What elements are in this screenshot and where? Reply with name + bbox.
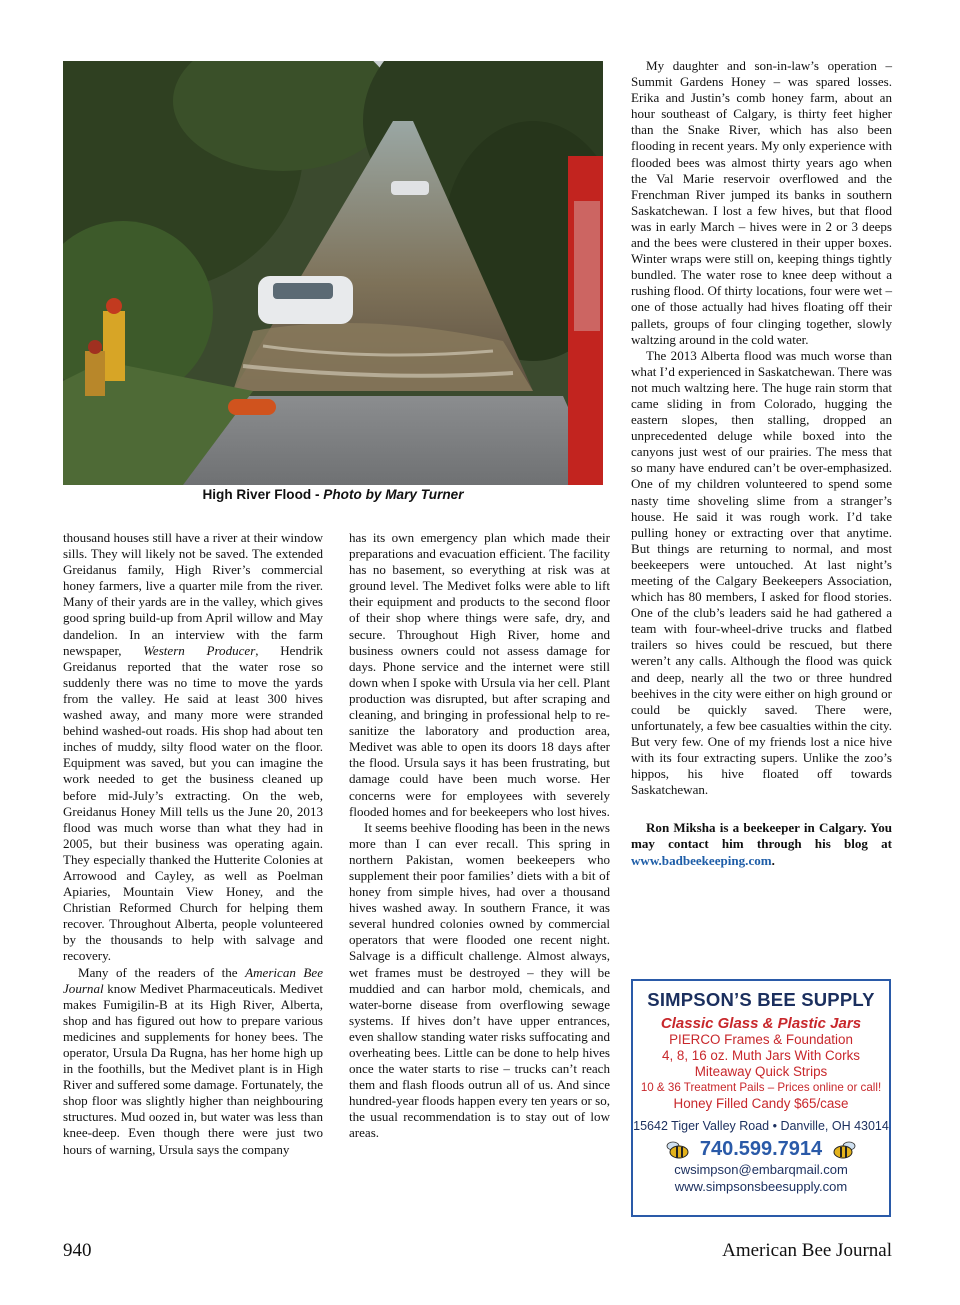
bee-icon (832, 1140, 858, 1160)
paragraph-text: know Medivet Pharmaceuticals. Medivet makes Fumigilin-B at its High River, Alberta, shop and has figured out how to prepare various medicines and supplements for honey bees. The operator, Ursula Da Rugna, has her home high up in the foothills, but the Medivet plant is in High River and suffered some damage. Fortunately, the shop floor was slightly higher than neighbouring structures. Mud oozed in, but water was less than knee-deep. Even though there were just two hours of warning, Ursula says the company (63, 980, 323, 1157)
ad-website[interactable]: www.simpsonsbeesupply.com (674, 1179, 848, 1194)
ad-title: SIMPSON’S BEE SUPPLY (647, 989, 875, 1010)
publication-name: Western Producer (143, 642, 256, 658)
article-column-3 (631, 58, 892, 869)
bee-icon (664, 1140, 690, 1160)
paragraph: It seems beehive flooding has been in the news more than I can ever recall. This spring in northern Pakistan, women beekeepers who supplement their poor families’ diets with a bit of honey from simple hives, had over a thousand hives washed away. In southern France, it was several hundred colonies owned by commercial operators that were flooded one recent night. Salvage is a difficult challenge. Almost always, wet frames must be destroyed – they will be muddied and can harbor mold, chemicals, and water-borne disease from overflowing sewage systems. If hives don’t have upper entrances, even shallow standing water risks suffocating and overheating bees. Little can be done to help hives once the water starts to rise – trucks can’t reach them and flash floods outrun all of us. And since hundred-year floods happen every ten years or so, the usual recommendation is to stay out of low areas. (349, 819, 610, 1141)
ad-subtitle: Classic Glass & Plastic Jars (660, 1015, 862, 1032)
page-number: 940 (63, 1240, 92, 1261)
ad-address: 15642 Tiger Valley Road • Danville, OH 43014 (633, 1119, 889, 1133)
ad-phone[interactable]: 740.599.7914 (699, 1138, 823, 1160)
author-bio (631, 820, 892, 868)
ad-line: PIERCO Frames & Foundation (669, 1032, 853, 1047)
paragraph: has its own emergency plan which made their preparations and evacuation efficient. The facility has no basement, so everything at risk was at ground level. The Medivet folks were able to lift their equipment and products to the second floor of their shop where things were safe, dry, and secure. Throughout High River, home and business owners could not assess damage for days. Phone service and the internet were still down when I spoke with Ursula via her cell. Plant production was disrupted, but after scraping and cleaning, and bringing in professional help to re-sanitize the laboratory and production area, Medivet was able to open its doors 18 days after the flood. Ursula says it has been frustrating, but damage could have been much worse. Her concerns were for employees with severely flooded homes and for beekeepers who lost hives. (349, 530, 610, 819)
simpsons-bee-supply-ad (631, 979, 891, 1217)
photo-caption (63, 487, 603, 502)
paragraph-text: Many of the readers of the (78, 964, 246, 980)
journal-name: American Bee Journal (722, 1240, 892, 1261)
caption-credit: Photo by Mary Turner (323, 487, 464, 502)
paragraph (63, 965, 323, 1158)
ad-phone-row (633, 1138, 889, 1161)
paragraph: The 2013 Alberta flood was much worse than what I’d experienced in Saskatchewan. There was not much waltzing here. The huge rain storm that came sliding in from Colorado, hugging the eastern slopes, then stalling, dropped an unprecedented deluge while boxed into the canyons just west of our prairies. The mess that so many have endured can’t be over-emphasized. One of my children volunteered to spend some nasty time shoveling slime from a stranger’s house. He said it was rough work. I’d take pulling honey or extracting over that anytime. But things are returning to normal, and most beekeepers were untouched. At last night’s meeting of the Calgary Beekeepers Association, which has 80 members, I asked for flood stories. One of the club’s leaders said he had gathered a team with four-wheel-drive trucks and flatbed trailers so hives could be rescued, but there weren’t any calls. Although the flood was quick and deep, nearly all the two or three hundred beehives in the city were either on high ground or could be quickly saved. There were, unfortunately, a few bee casualties within the city. But very few. One of my friends lost a nice hive with its four extracting supers. Unlike the zoo’s hippos, his hive floated off towards Saskatchewan. (631, 347, 892, 798)
ad-line: 10 & 36 Treatment Pails – Prices online or call! (640, 1081, 882, 1094)
author-bio-text: Ron Miksha is a beekeeper in Calgary. You may contact him through his blog at (631, 820, 892, 852)
publication-name: American Bee Journal (63, 964, 323, 996)
paragraph-text: thousand houses still have a river at their window sills. They will likely not be saved. The extended Greidanus family, High River’s commercial honey farmers, live a quarter mile from the river. Many of their yards are in the valley, which gives good spring build-up from April willow and May dandelion. In an interview with the farm newspaper, (63, 530, 323, 658)
author-bio-end: . (771, 852, 775, 868)
ad-line: Miteaway Quick Strips (694, 1064, 828, 1079)
paragraph: My daughter and son-in-law’s operation – Summit Gardens Honey – was spared losses. Erika and Justin’s comb honey farm, about an hour southeast of Calgary, is thirty feet higher than the Snake River, which has also been flooding in recent years. My only experience with flooded bees was almost thirty years ago when the Val Marie reservoir overflowed and the Frenchman River jumped its banks in southern Saskatchewan. I lost a few hives, but that flood was in early March – hives were in 2 or 3 deeps and the bees were clustered in their upper boxes. Winter wraps were still on, keeping things tightly bundled. The water rose to knee deep without a rushing flood. Of thirty locations, four were wet – one of those actually had hives floating off their pallets, groups of four clinging together, slowly waltzing around in the cold water. (631, 58, 892, 347)
caption-title: High River Flood - (202, 487, 324, 502)
ad-line: 4, 8, 16 oz. Muth Jars With Corks (662, 1048, 860, 1063)
ad-line: Honey Filled Candy $65/case (673, 1096, 849, 1111)
ad-email[interactable]: cwsimpson@embarqmail.com (674, 1162, 848, 1177)
article-column-1 (63, 530, 323, 1158)
flood-photo (63, 61, 603, 485)
paragraph-text: , Hendrik Greidanus reported that the water rose so suddenly there was no time to move the yards from the valley. He said at least 300 hives washed away, and many more were stranded behind washed-out roads. His shop had about ten inches of muddy, silty flood water on the floor. Equipment was saved, but you can imagine the work needed to get the business cleaned up before mid-July’s extracting. On the web, Greidanus Honey Mill tells us the June 20, 2013 flood was much worse than what they had in 2005, but their business was operating again. They especially thanked the Hutterite Colonies at Arrowood and Cayley, as well as Poelman Apiaries, Mountain View Honey, and the Christian Reformed Church for helping them recover. Throughout Alberta, people volunteered by the thousands to help with salvage and recovery. (63, 642, 323, 964)
blog-link[interactable]: www.badbeekeeping.com (631, 852, 772, 868)
paragraph (63, 530, 323, 965)
article-column-2 (349, 530, 610, 1142)
